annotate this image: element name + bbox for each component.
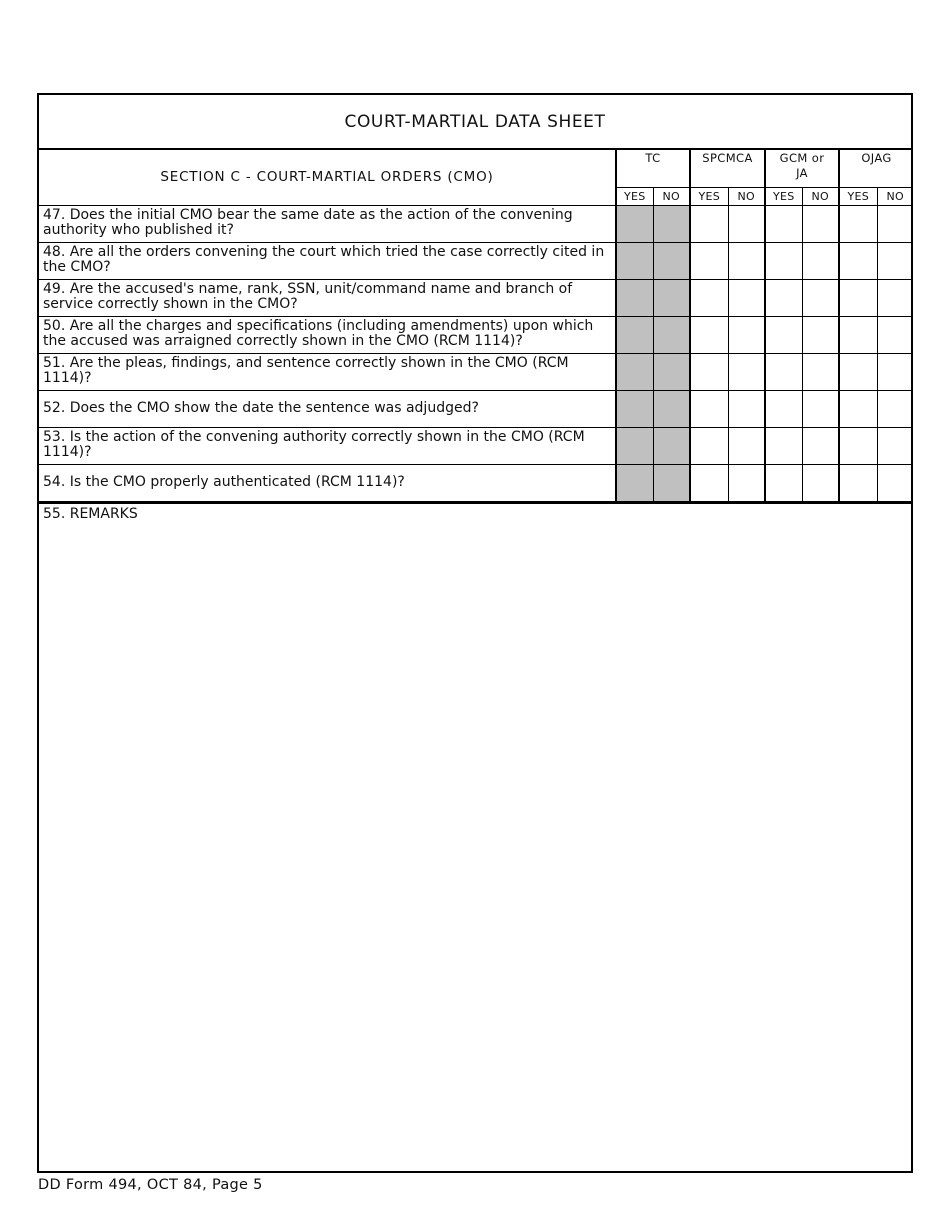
gcm-ja-no-53[interactable]: [802, 427, 839, 464]
question-row-54: [39, 464, 913, 501]
gcm-ja-yes-51[interactable]: [765, 353, 802, 390]
column-group-gcm-ja: GCM or JA: [765, 150, 839, 187]
question-row-53: [39, 427, 913, 464]
form-page: [37, 93, 913, 1173]
spcmca-no-48[interactable]: [728, 242, 765, 279]
column-group-tc: TC: [616, 150, 690, 187]
question-52: 52. Does the CMO show the date the sentence was adjudged?: [39, 390, 616, 427]
gcm-ja-yes-49[interactable]: [765, 279, 802, 316]
gcm-ja-no-54[interactable]: [802, 464, 839, 501]
gcm-ja-yes-48[interactable]: [765, 242, 802, 279]
ojag-yes-52[interactable]: [839, 390, 877, 427]
ojag-yes-49[interactable]: [839, 279, 877, 316]
spcmca-yes-49[interactable]: [690, 279, 728, 316]
gcm-ja-yes-47[interactable]: [765, 205, 802, 242]
ojag-no-47[interactable]: [877, 205, 913, 242]
remarks-field[interactable]: [39, 502, 911, 524]
tc-yes-54: [616, 464, 653, 501]
ojag-yes-48[interactable]: [839, 242, 877, 279]
spcmca-yes-54[interactable]: [690, 464, 728, 501]
question-row-52: [39, 390, 913, 427]
gcm-ja-no-header: NO: [802, 187, 839, 205]
column-group-ojag: OJAG: [839, 150, 913, 187]
gcm-ja-yes-header: YES: [765, 187, 802, 205]
question-48: 48. Are all the orders convening the court which tried the case correctly cited in the CMO?: [39, 242, 616, 279]
ojag-no-49[interactable]: [877, 279, 913, 316]
spcmca-no-50[interactable]: [728, 316, 765, 353]
remarks-label: 55. REMARKS: [43, 505, 138, 522]
question-50: 50. Are all the charges and specifications (including amendments) upon which the accused was arraigned correctly shown in the CMO (RCM 1114)?: [39, 316, 616, 353]
tc-no-50: [653, 316, 690, 353]
gcm-ja-no-51[interactable]: [802, 353, 839, 390]
question-row-49: [39, 279, 913, 316]
tc-no-54: [653, 464, 690, 501]
cmo-checklist-table: [39, 150, 913, 502]
spcmca-yes-52[interactable]: [690, 390, 728, 427]
spcmca-no-53[interactable]: [728, 427, 765, 464]
gcm-ja-no-50[interactable]: [802, 316, 839, 353]
ojag-yes-51[interactable]: [839, 353, 877, 390]
ojag-no-52[interactable]: [877, 390, 913, 427]
tc-no-48: [653, 242, 690, 279]
question-47: 47. Does the initial CMO bear the same date as the action of the convening authority who published it?: [39, 205, 616, 242]
tc-yes-51: [616, 353, 653, 390]
spcmca-yes-51[interactable]: [690, 353, 728, 390]
ojag-yes-54[interactable]: [839, 464, 877, 501]
ojag-no-54[interactable]: [877, 464, 913, 501]
spcmca-yes-header: YES: [690, 187, 728, 205]
ojag-yes-47[interactable]: [839, 205, 877, 242]
ojag-no-50[interactable]: [877, 316, 913, 353]
ojag-yes-53[interactable]: [839, 427, 877, 464]
gcm-ja-no-49[interactable]: [802, 279, 839, 316]
gcm-ja-no-47[interactable]: [802, 205, 839, 242]
tc-yes-49: [616, 279, 653, 316]
question-row-50: [39, 316, 913, 353]
question-row-51: [39, 353, 913, 390]
form-title: COURT-MARTIAL DATA SHEET: [39, 95, 911, 150]
tc-yes-47: [616, 205, 653, 242]
tc-yes-52: [616, 390, 653, 427]
tc-no-52: [653, 390, 690, 427]
tc-no-53: [653, 427, 690, 464]
spcmca-no-49[interactable]: [728, 279, 765, 316]
question-row-47: [39, 205, 913, 242]
ojag-no-51[interactable]: [877, 353, 913, 390]
question-49: 49. Are the accused's name, rank, SSN, unit/command name and branch of service correctly shown in the CMO?: [39, 279, 616, 316]
spcmca-no-52[interactable]: [728, 390, 765, 427]
gcm-ja-yes-50[interactable]: [765, 316, 802, 353]
spcmca-yes-48[interactable]: [690, 242, 728, 279]
tc-yes-header: YES: [616, 187, 653, 205]
ojag-yes-50[interactable]: [839, 316, 877, 353]
form-footer: DD Form 494, OCT 84, Page 5: [38, 1177, 263, 1193]
spcmca-yes-53[interactable]: [690, 427, 728, 464]
spcmca-no-54[interactable]: [728, 464, 765, 501]
ojag-no-header: NO: [877, 187, 913, 205]
tc-yes-48: [616, 242, 653, 279]
ojag-no-53[interactable]: [877, 427, 913, 464]
gcm-ja-yes-53[interactable]: [765, 427, 802, 464]
question-51: 51. Are the pleas, findings, and sentence correctly shown in the CMO (RCM 1114)?: [39, 353, 616, 390]
tc-no-49: [653, 279, 690, 316]
tc-no-header: NO: [653, 187, 690, 205]
gcm-ja-yes-52[interactable]: [765, 390, 802, 427]
tc-yes-53: [616, 427, 653, 464]
spcmca-yes-50[interactable]: [690, 316, 728, 353]
spcmca-yes-47[interactable]: [690, 205, 728, 242]
tc-yes-50: [616, 316, 653, 353]
column-group-spcmca: SPCMCA: [690, 150, 765, 187]
ojag-yes-header: YES: [839, 187, 877, 205]
question-53: 53. Is the action of the convening authority correctly shown in the CMO (RCM 1114)?: [39, 427, 616, 464]
spcmca-no-header: NO: [728, 187, 765, 205]
question-54: 54. Is the CMO properly authenticated (RCM 1114)?: [39, 464, 616, 501]
question-row-48: [39, 242, 913, 279]
spcmca-no-47[interactable]: [728, 205, 765, 242]
gcm-ja-no-48[interactable]: [802, 242, 839, 279]
ojag-no-48[interactable]: [877, 242, 913, 279]
tc-no-51: [653, 353, 690, 390]
tc-no-47: [653, 205, 690, 242]
gcm-ja-yes-54[interactable]: [765, 464, 802, 501]
section-title: SECTION C - COURT-MARTIAL ORDERS (CMO): [39, 150, 616, 205]
gcm-ja-no-52[interactable]: [802, 390, 839, 427]
spcmca-no-51[interactable]: [728, 353, 765, 390]
